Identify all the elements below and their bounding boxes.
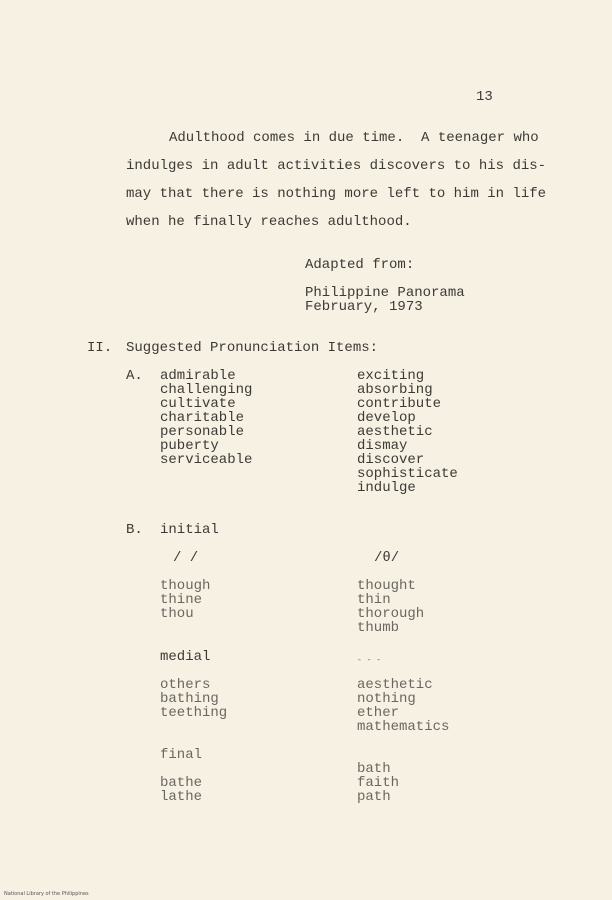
word: contribute [357, 396, 442, 412]
page-number: 13 [476, 89, 493, 105]
word: faith [357, 775, 400, 791]
source-label: Adapted from: [305, 257, 415, 273]
medial-heading: medial [160, 649, 211, 665]
word: bathe [160, 775, 203, 791]
word: thin [357, 592, 391, 608]
source-publication: Philippine Panorama [305, 285, 465, 301]
word: bath [357, 761, 391, 777]
word: admirable [160, 368, 236, 384]
word: develop [357, 410, 416, 426]
word: serviceable [160, 452, 253, 468]
word: absorbing [357, 382, 433, 398]
word: mathematics [357, 719, 450, 735]
paragraph-line: when he finally reaches adulthood. [126, 214, 412, 230]
paragraph-line: indulges in adult activities discovers to his dis- [126, 158, 547, 174]
paragraph-line: Adulthood comes in due time. A teenager who [169, 130, 539, 146]
word: indulge [357, 480, 416, 496]
initial-heading: initial [160, 522, 219, 538]
word: bathing [160, 691, 219, 707]
archive-footer: National Library of the Philippines [4, 891, 89, 897]
word: sophisticate [357, 466, 458, 482]
word: nothing [357, 691, 416, 707]
word: thorough [357, 606, 425, 622]
word: thought [357, 578, 416, 594]
word: lathe [160, 789, 203, 805]
part-a-label: A. [126, 368, 143, 384]
medial-right-marker: - - - [357, 656, 382, 665]
word: exciting [357, 368, 425, 384]
word: personable [160, 424, 245, 440]
section-numeral: II. [87, 340, 113, 356]
part-b-label: B. [126, 522, 143, 538]
word: thumb [357, 620, 400, 636]
paragraph-line: may that there is nothing more left to him in life [126, 186, 547, 202]
word: thine [160, 592, 203, 608]
word: thou [160, 606, 194, 622]
word: challenging [160, 382, 253, 398]
word: dismay [357, 438, 408, 454]
voiced-th-symbol: / / [173, 550, 199, 566]
word: cultivate [160, 396, 236, 412]
source-date: February, 1973 [305, 299, 423, 315]
voiceless-th-symbol: /θ/ [374, 550, 400, 566]
word: discover [357, 452, 425, 468]
word: puberty [160, 438, 219, 454]
word: ether [357, 705, 400, 721]
word: aesthetic [357, 424, 433, 440]
word: though [160, 578, 211, 594]
final-heading: final [160, 747, 203, 763]
word: teething [160, 705, 228, 721]
word: others [160, 677, 211, 693]
word: aesthetic [357, 677, 433, 693]
section-title: Suggested Pronunciation Items: [126, 340, 379, 356]
word: path [357, 789, 391, 805]
word: charitable [160, 410, 245, 426]
